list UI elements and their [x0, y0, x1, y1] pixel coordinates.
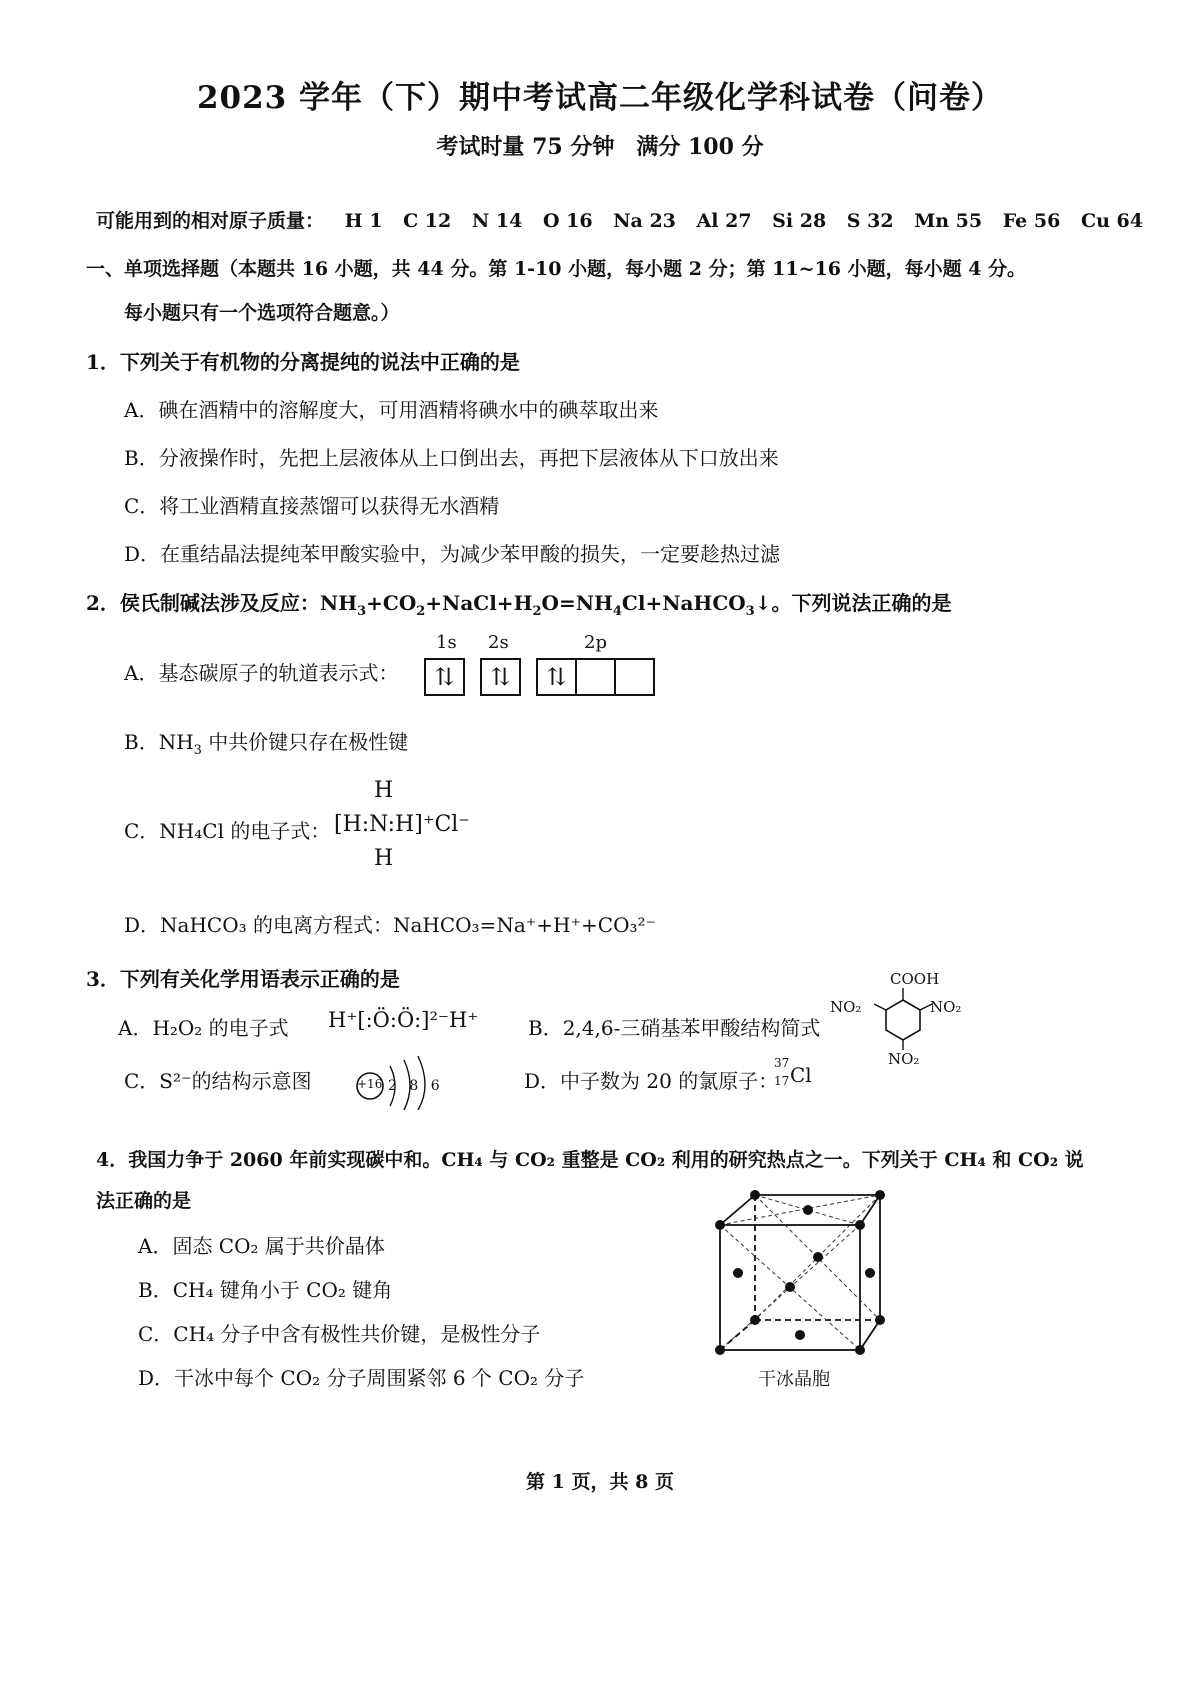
figure-caption: 干冰晶胞: [758, 1369, 830, 1390]
orbital-label-2p: 2p: [584, 632, 607, 653]
orbital-label-1s: 1s: [436, 632, 457, 653]
q2-stem: 2．侯氏制碱法涉及反应：$NH_3+CO_2+NaCl+H_2O=NH_4Cl+NaHCO_3↓$。下列说法正确的是: [86, 591, 952, 619]
q1-option-d: D．在重结晶法提纯苯甲酸实验中，为减少苯甲酸的损失，一定要趁热过滤: [124, 542, 781, 566]
trinitrobenzoic-acid-structure: [830, 970, 970, 1070]
atomic-mass-item: Na 23: [613, 210, 676, 232]
page-title: 2023 学年（下）期中考试高二年级化学科试卷（问卷）: [196, 80, 1004, 116]
orbital-diagram: [424, 632, 664, 698]
atomic-mass-item: C 12: [403, 210, 452, 232]
chlorine-isotope: 37 17 Cl: [774, 1056, 812, 1088]
q1-stem: 1．下列关于有机物的分离提纯的说法中正确的是: [86, 350, 520, 374]
q2-option-d: D．NaHCO₃ 的电离方程式：NaHCO₃=Na⁺+H⁺+CO₃²⁻: [124, 913, 657, 937]
atomic-mass-item: H 1: [344, 210, 383, 232]
atomic-mass-item: Al 27: [696, 210, 752, 232]
h2o2-electron-formula: H⁺[:Ö:Ö:]²⁻H⁺: [328, 1008, 479, 1032]
atomic-mass-item: Mn 55: [914, 210, 983, 232]
q2-option-c: C．NH₄Cl 的电子式：: [124, 819, 331, 843]
atomic-mass-item: Fe 56: [1002, 210, 1061, 232]
q4-option-d: D．干冰中每个 CO₂ 分子周围紧邻 6 个 CO₂ 分子: [138, 1366, 585, 1390]
nucleus-charge: +16: [357, 1077, 383, 1091]
atomic-mass-item: Si 28: [772, 210, 827, 232]
no2-group-right: NO₂: [930, 998, 962, 1016]
q1-option-b: B．分液操作时，先把上层液体从上口倒出去，再把下层液体从下口放出来: [124, 446, 779, 470]
atomic-masses: [96, 206, 1143, 233]
dry-ice-unit-cell: [700, 1185, 900, 1360]
q4-stem-cont: 法正确的是: [96, 1190, 192, 1212]
q2-option-b: B．$NH_3$ 中共价键只存在极性键: [124, 730, 409, 758]
q3-option-d: D．中子数为 20 的氯原子：: [524, 1069, 779, 1093]
q4-option-a: A．固态 CO₂ 属于共价晶体: [138, 1234, 385, 1258]
nh4-top-h: H: [374, 778, 394, 803]
section-heading-note: 每小题只有一个选项符合题意。）: [124, 302, 400, 324]
q3-option-a: A．H₂O₂ 的电子式: [118, 1016, 289, 1040]
orbital-box-2p: ⇅: [536, 658, 655, 696]
q3-option-c: C．S²⁻的结构示意图: [124, 1069, 312, 1093]
q1-option-c: C．将工业酒精直接蒸馏可以获得无水酒精: [124, 494, 500, 518]
q4-option-b: B．CH₄ 键角小于 CO₂ 键角: [138, 1278, 393, 1302]
no2-group-left: NO₂: [830, 998, 862, 1016]
q4-stem: 4．我国力争于 2060 年前实现碳中和。CH₄ 与 CO₂ 重整是 CO₂ 利用的研究热点之一。下列关于 CH₄ 和 CO₂ 说: [96, 1149, 1084, 1171]
cooh-group: COOH: [890, 970, 940, 988]
atomic-mass-item: S 32: [846, 210, 894, 232]
q2-option-a: A．基态碳原子的轨道表示式：: [124, 661, 399, 685]
atomic-masses-label: 可能用到的相对原子质量：: [96, 210, 325, 232]
no2-group-bottom: NO₂: [888, 1050, 920, 1068]
orbital-label-2s: 2s: [488, 632, 509, 653]
q3-stem: 3．下列有关化学用语表示正确的是: [86, 967, 400, 991]
section-heading: 一、单项选择题（本题共 16 小题，共 44 分。第 1-10 小题，每小题 2 分；第 11~16 小题，每小题 4 分。: [86, 258, 1027, 280]
nh4cl-electron-formula: [H:N:H]⁺Cl⁻: [334, 812, 470, 837]
nh4-bottom-h: H: [374, 846, 394, 871]
orbital-box-2s: ⇅: [480, 658, 521, 696]
q4-option-c: C．CH₄ 分子中含有极性共价键，是极性分子: [138, 1322, 541, 1346]
q3-option-b: B．2,4,6-三硝基苯甲酸结构简式: [528, 1016, 821, 1040]
q1-option-a: A．碘在酒精中的溶解度大，可用酒精将碘水中的碘萃取出来: [124, 398, 659, 422]
exam-info: 考试时量 75 分钟 满分 100 分: [436, 134, 764, 160]
atomic-mass-item: O 16: [542, 210, 593, 232]
crystal-lattice-icon: [700, 1185, 900, 1360]
page-number: 第 1 页，共 8 页: [526, 1471, 674, 1493]
electron-shells: 2 8 6: [388, 1078, 444, 1094]
sulfide-ion-diagram: [352, 1048, 442, 1110]
atomic-mass-item: N 14: [471, 210, 523, 232]
atomic-mass-item: Cu 64: [1080, 210, 1143, 232]
orbital-box-1s: ⇅: [424, 658, 465, 696]
